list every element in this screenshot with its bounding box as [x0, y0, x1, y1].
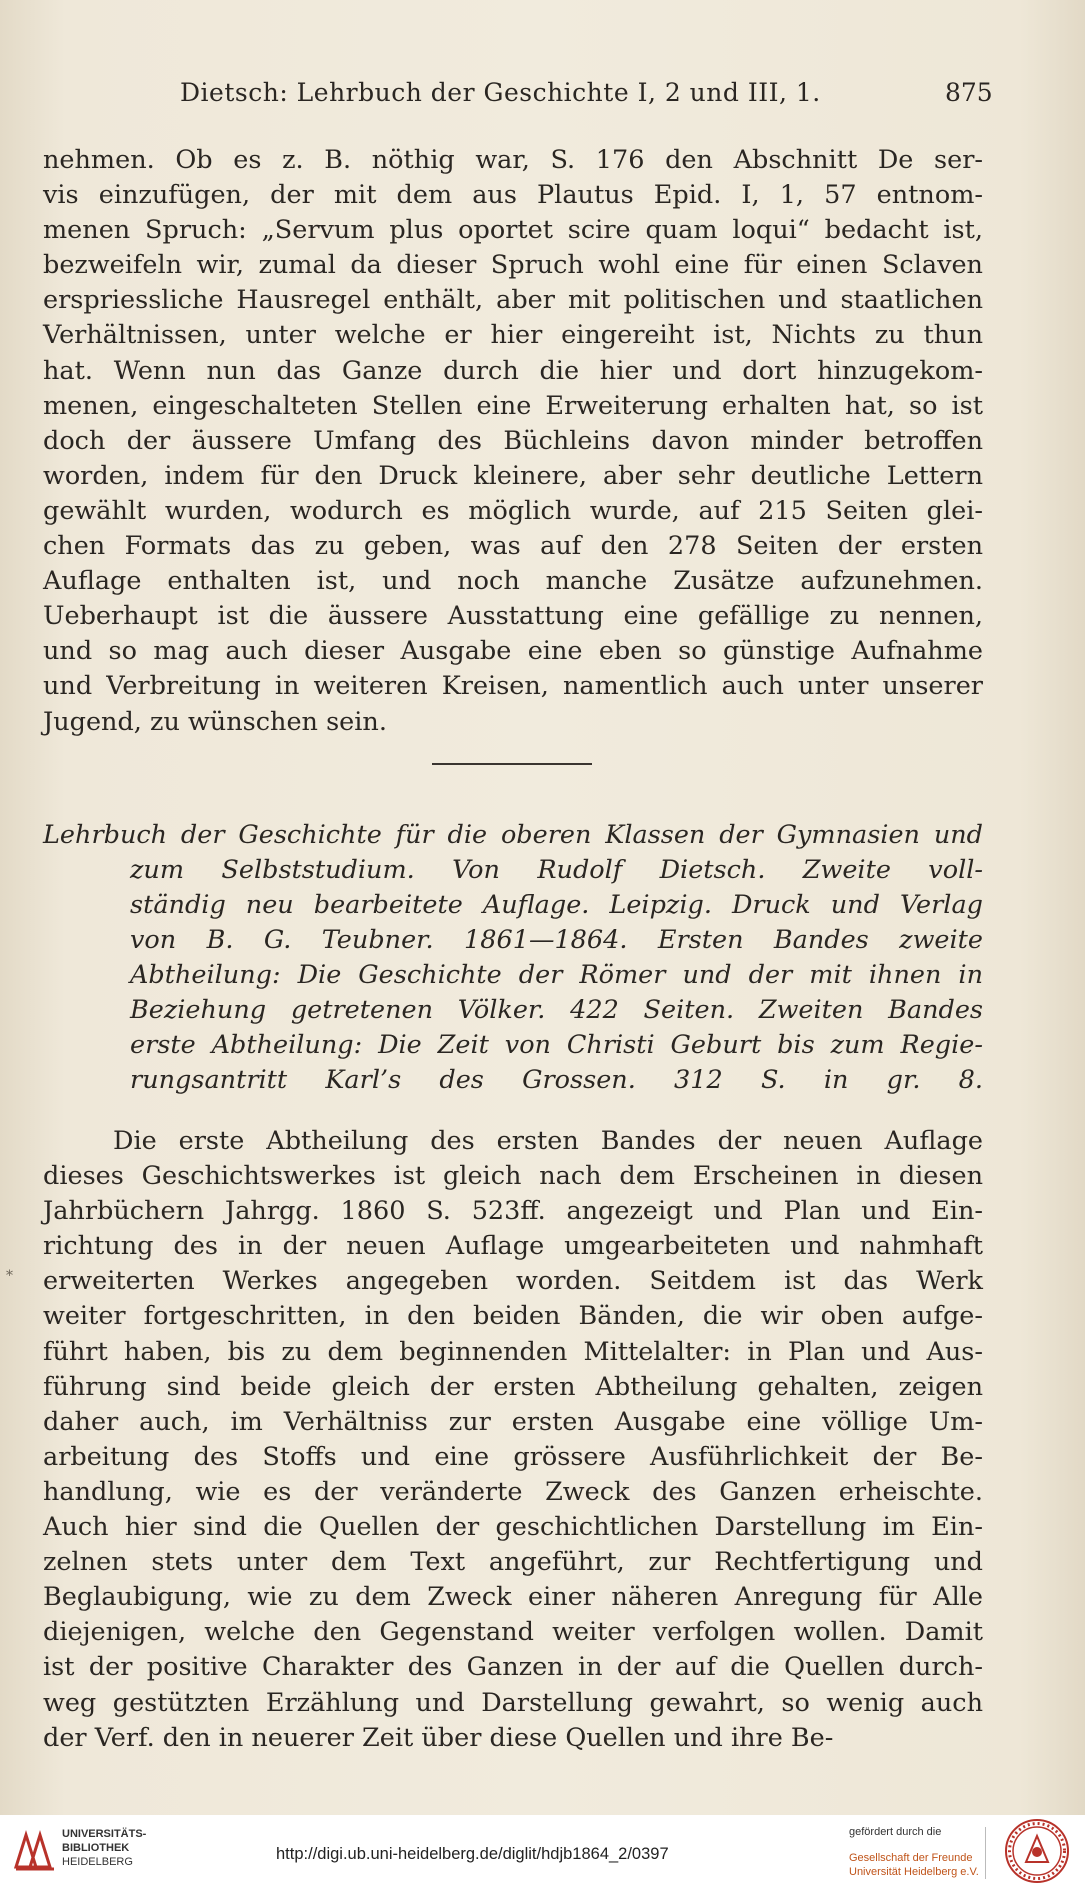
- text-line: führt haben, bis zu dem beginnenden Mittelalter: in Plan und Aus-: [43, 1336, 983, 1367]
- margin-mark: *: [6, 1268, 13, 1284]
- citation-line: zum Selbststudium. Von Rudolf Dietsch. Zweite voll-: [130, 855, 983, 885]
- text-line: vis einzufügen, der mit dem aus Plautus Epid. I, 1, 57 entnom-: [43, 180, 983, 211]
- permalink-url[interactable]: http://digi.ub.uni-heidelberg.de/diglit/hdjb1864_2/0397: [276, 1845, 669, 1863]
- text-line: Auflage enthalten ist, und noch manche Zusätze aufzunehmen.: [43, 566, 983, 597]
- text-line: führung sind beide gleich der ersten Abtheilung gehalten, zeigen: [43, 1371, 983, 1402]
- text-line: Ueberhaupt ist die äussere Ausstattung eine gefällige zu nennen,: [43, 601, 983, 632]
- text-line: menen, eingeschalteten Stellen eine Erweiterung erhalten hat, so ist: [43, 390, 983, 421]
- citation-line: erste Abtheilung: Die Zeit von Christi Geburt bis zum Regie-: [130, 1030, 983, 1060]
- citation-line: rungsantritt Karl’s des Grossen. 312 S. in gr. 8.: [130, 1065, 983, 1095]
- page-number: 875: [945, 78, 993, 107]
- text-line: worden, indem für den Druck kleinere, aber sehr deutliche Lettern: [43, 460, 983, 491]
- library-name-line: HEIDELBERG: [62, 1856, 133, 1868]
- sponsor-name-line: Universität Heidelberg e.V.: [849, 1866, 979, 1878]
- support-label: gefördert durch die: [849, 1826, 942, 1838]
- text-line: zelnen stets unter dem Text angeführt, zur Rechtfertigung und: [43, 1547, 983, 1578]
- text-line: handlung, wie es der veränderte Zweck des Ganzen erheischte.: [43, 1476, 983, 1507]
- text-line: arbeitung des Stoffs und eine grössere Ausführlichkeit der Be-: [43, 1441, 983, 1472]
- library-logo-icon: [12, 1827, 58, 1873]
- footer-divider: [985, 1827, 986, 1879]
- text-line: Verhältnissen, unter welche er hier eingereiht ist, Nichts zu thun: [43, 320, 983, 351]
- viewer-footer: [0, 1815, 1085, 1887]
- citation-line: ständig neu bearbeitete Auflage. Leipzig. Druck und Verlag: [130, 890, 983, 920]
- text-line: der Verf. den in neuerer Zeit über diese Quellen und ihre Be-: [43, 1722, 834, 1753]
- text-line: und Verbreitung in weiteren Kreisen, namentlich auch unter unserer: [43, 671, 983, 702]
- section-divider: [432, 763, 592, 765]
- text-line: bezweifeln wir, zumal da dieser Spruch wohl eine für einen Sclaven: [43, 250, 983, 281]
- text-line: erspriessliche Hausregel enthält, aber mit politischen und staatlichen: [43, 285, 983, 316]
- university-seal-icon: [1004, 1818, 1070, 1884]
- text-line: Die erste Abtheilung des ersten Bandes der neuen Auflage: [113, 1126, 983, 1156]
- sponsor-name-line: Gesellschaft der Freunde: [849, 1852, 973, 1864]
- text-line: weiter fortgeschritten, in den beiden Bänden, die wir oben aufge-: [43, 1301, 983, 1332]
- text-line: richtung des in der neuen Auflage umgearbeiteten und nahmhaft: [43, 1231, 983, 1262]
- text-line: dieses Geschichtswerkes ist gleich nach dem Erscheinen in diesen: [43, 1161, 983, 1192]
- text-line: Beglaubigung, wie zu dem Zweck einer näheren Anregung für Alle: [43, 1582, 983, 1613]
- paragraph-1: [43, 143, 983, 740]
- text-line: doch der äussere Umfang des Büchleins davon minder betroffen: [43, 425, 983, 456]
- text-line: chen Formats das zu geben, was auf den 278 Seiten der ersten: [43, 531, 983, 562]
- library-name-line: BIBLIOTHEK: [62, 1842, 130, 1854]
- text-line: Auch hier sind die Quellen der geschichtlichen Darstellung im Ein-: [43, 1512, 983, 1543]
- text-line: hat. Wenn nun das Ganze durch die hier und dort hinzugekom-: [43, 355, 983, 386]
- sponsor-name: [849, 1851, 979, 1879]
- running-head: Dietsch: Lehrbuch der Geschichte I, 2 und III, 1.: [180, 78, 821, 107]
- text-line: Jugend, zu wünschen sein.: [43, 706, 387, 737]
- text-line: nehmen. Ob es z. B. nöthig war, S. 176 den Abschnitt De ser-: [43, 145, 983, 175]
- library-name: [62, 1827, 146, 1869]
- text-line: und so mag auch dieser Ausgabe eine eben so günstige Aufnahme: [43, 636, 983, 667]
- text-line: daher auch, im Verhältniss zur ersten Ausgabe eine völlige Um-: [43, 1406, 983, 1437]
- citation-line: von B. G. Teubner. 1861—1864. Ersten Bandes zweite: [130, 925, 983, 955]
- text-line: menen Spruch: „Servum plus oportet scire quam loqui“ bedacht ist,: [43, 215, 983, 246]
- text-line: ist der positive Charakter des Ganzen in der auf die Quellen durch-: [43, 1652, 983, 1683]
- text-line: gewählt wurden, wodurch es möglich wurde, auf 215 Seiten glei-: [43, 495, 983, 526]
- text-line: weg gestützten Erzählung und Darstellung gewahrt, so wenig auch: [43, 1687, 983, 1718]
- citation-line: Abtheilung: Die Geschichte der Römer und der mit ihnen in: [130, 960, 983, 990]
- library-name-line: UNIVERSITÄTS-: [62, 1828, 147, 1840]
- text-line: diejenigen, welche den Gegenstand weiter verfolgen wollen. Damit: [43, 1617, 983, 1648]
- text-line: Jahrbüchern Jahrgg. 1860 S. 523ff. angezeigt und Plan und Ein-: [43, 1196, 983, 1227]
- citation-line: Beziehung getretenen Völker. 422 Seiten. Zweiten Bandes: [130, 995, 983, 1025]
- text-line: erweiterten Werkes angegeben worden. Seitdem ist das Werk: [43, 1266, 983, 1297]
- bibliographic-citation: [43, 818, 983, 1098]
- paragraph-2: [43, 1124, 983, 1756]
- citation-line: Lehrbuch der Geschichte für die oberen Klassen der Gymnasien und: [43, 820, 983, 850]
